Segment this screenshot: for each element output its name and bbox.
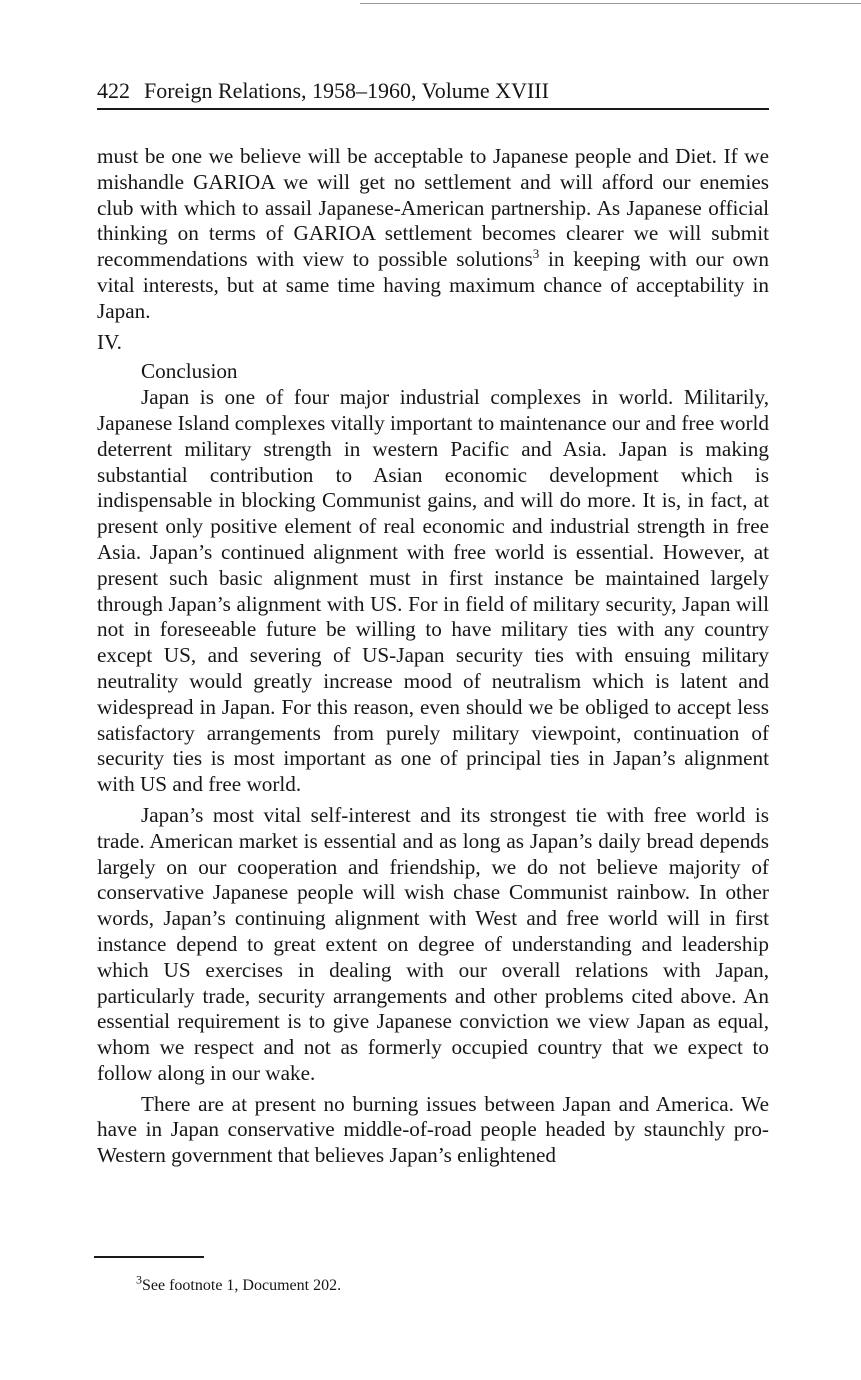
footnote-text: See footnote 1, Document 202. — [142, 1277, 342, 1294]
body-text — [97, 144, 769, 1169]
footnote-reference: 3 — [532, 246, 540, 262]
paragraph: There are at present no burning issues between Japan and America. We have in Japan conservative middle-of-road people headed by staunchly pro-Western government that believes Japan’s enlightened — [97, 1091, 769, 1168]
footnote-marker: 3 — [136, 1272, 142, 1287]
section-title: Conclusion — [141, 359, 238, 384]
paragraph-text: must be one we believe will be acceptable to Japanese people and Diet. If we mishandle GARIOA we will get no settlement and will afford our enemies club with which to assail Japanese-American partnership. As Japanese official thinking on terms of GARIOA settlement becomes clearer we will submit recommendations with view to possible solutions — [97, 144, 769, 272]
paragraph: Japan is one of four major industrial complexes in world. Militarily, Japanese Island complexes vitally important to maintenance our and free world deterrent military strength in western Pacific and Asia. Japan is making substantial contribution to Asian economic development which is indispensable in blocking Communist gains, and will do more. It is, in fact, at present only positive element of real economic and industrial strength in free Asia. Japan’s continued alignment with free world is essential. However, at present such basic alignment must in first instance be maintained largely through Japan’s alignment with US. For in field of military security, Japan will not in foreseeable future be willing to have military ties with any country except US, and severing of US-Japan security ties with ensuing military neutrality would greatly increase mood of neutralism which is latent and widespread in Japan. For this reason, even should we be obliged to accept less satisfactory arrangements from purely military viewpoint, continuation of security ties is most important as one of principal ties in Japan’s alignment with US and free world. — [97, 385, 769, 797]
paragraph-text: in keeping with our own vital interests, but at same time having maximum chance of acceptability in Japan. — [97, 247, 769, 323]
paragraph: Japan’s most vital self-interest and its strongest tie with free world is trade. American market is essential and as long as Japan’s daily bread depends largely on our cooperation and friendship, we do not believe majority of conservative Japanese people will wish chase Communist rainbow. In other words, Japan’s continuing alignment with West and free world will in first instance depend to great extent on degree of understanding and leadership which US exercises in dealing with our overall relations with Japan, particularly trade, security arrangements and other problems cited above. An essential requirement is to give Japanese conviction we view Japan as equal, whom we respect and not as formerly occupied country that we expect to follow along in our wake. — [97, 802, 769, 1085]
footnote — [136, 1272, 342, 1297]
page-number: 422 — [97, 78, 130, 103]
footnote-separator — [94, 1256, 204, 1258]
top-edge-rule — [360, 3, 861, 4]
volume-title: Foreign Relations, 1958–1960, Volume XVIII — [144, 78, 549, 103]
paragraph-continued — [97, 144, 769, 325]
running-head — [97, 74, 769, 110]
section-number: IV. — [97, 329, 122, 354]
